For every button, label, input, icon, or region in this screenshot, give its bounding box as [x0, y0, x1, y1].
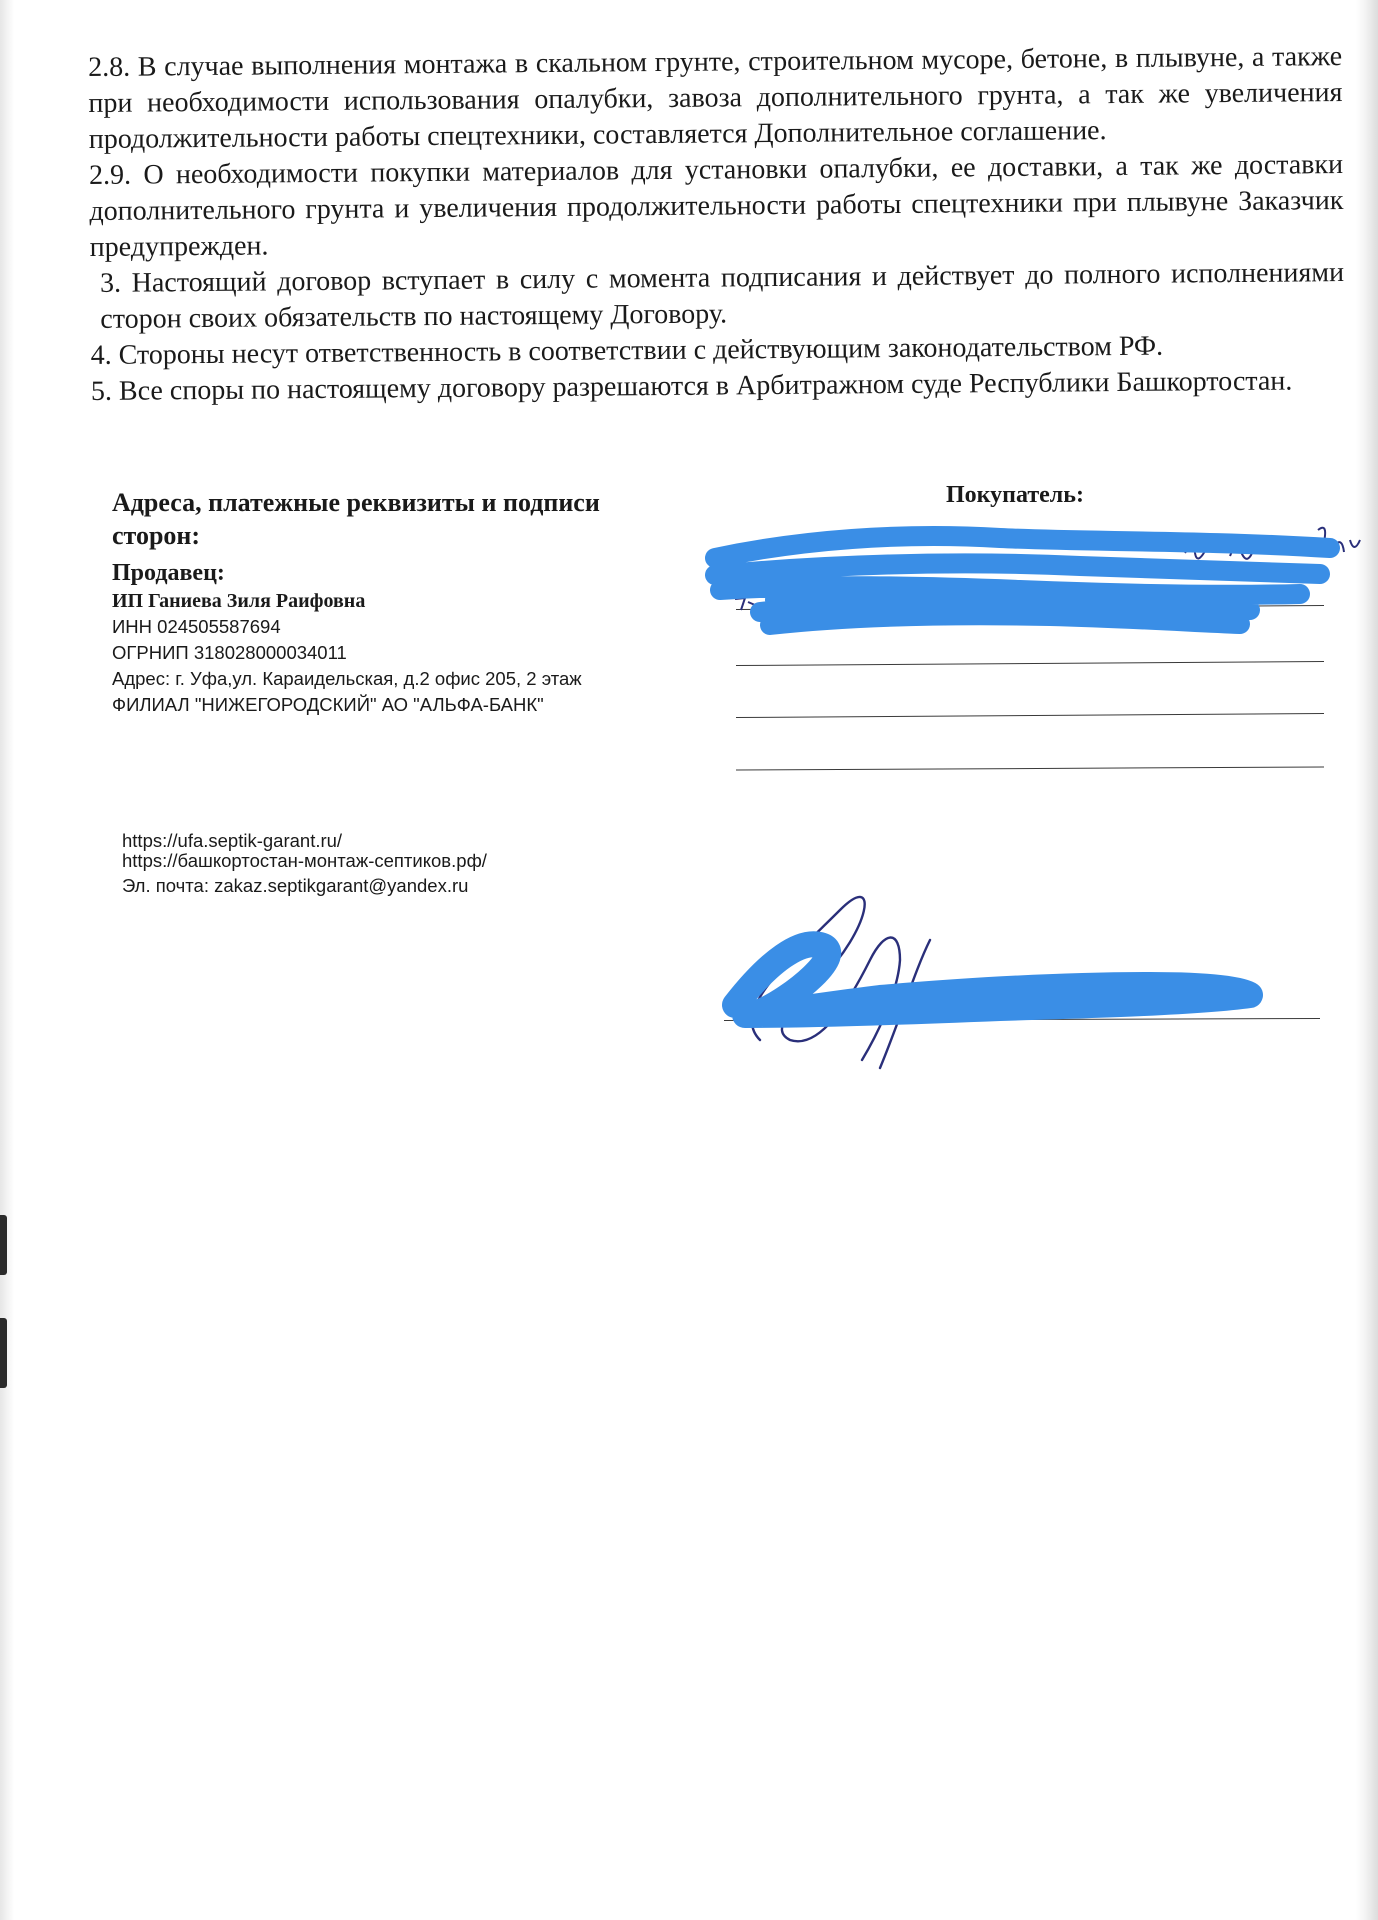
- paragraph-2-8: 2.8. В случае выполнения монтажа в скальном грунте, строительном мусоре, бетоне, в плывуне, а также при необходимости использования опалубки, завоза дополнительного грунта, а так же увеличения продолжительности работы спецтехники, составляется Дополнительное соглашение.: [88, 41, 1343, 155]
- email-line[interactable]: Эл. почта: zakaz.septikgarant@yandex.ru: [122, 875, 469, 896]
- buyer-title: Покупатель:: [946, 482, 1084, 508]
- paragraph-5: 5. Все споры по настоящему договору разрешаются в Арбитражном суде Республики Башкортостан.: [90, 365, 1293, 407]
- redaction-mark-signature: [735, 944, 1250, 1015]
- contract-body: [88, 39, 1345, 410]
- handwriting-fragment: [1185, 528, 1360, 559]
- seller-address: Адрес: г. Уфа,ул. Караидельская, д.2 офис 205, 2 этаж: [112, 668, 582, 689]
- seller-signature: [752, 897, 1030, 1068]
- seller-contacts: [122, 830, 682, 898]
- buyer-line-4: [736, 766, 1324, 770]
- paragraph-2-9: 2.9. О необходимости покупки материалов для установки опалубки, ее доставки, а так же доставки дополнительного грунта и увеличения продолжительности работы спецтехники при плывуне Заказчик предупрежден.: [88, 149, 1344, 263]
- redaction-mark-buyer: [715, 536, 1330, 625]
- signature-line: [724, 1018, 1320, 1021]
- website-link-2[interactable]: https://башкортостан-монтаж-септиков.рф/: [122, 850, 487, 871]
- seller-inn: ИНН 024505587694: [112, 616, 281, 637]
- scan-left-edge: [0, 0, 14, 1920]
- seller-ogrnip: ОГРНИП 318028000034011: [112, 642, 347, 663]
- paragraph-3: 3. Настоящий договор вступает в силу с момента подписания и действует до полного исполнениями сторон своих обязательств по настоящему Договору.: [99, 257, 1345, 335]
- scan-right-edge: [1356, 0, 1378, 1920]
- seller-label: Продавец:: [112, 560, 225, 586]
- scan-edge-mark: [0, 1318, 7, 1388]
- scan-edge-mark: [0, 1215, 7, 1275]
- requisites-heading: Адреса, платежные реквизиты и подписи сторон:: [112, 488, 600, 550]
- buyer-line-2: [736, 661, 1324, 666]
- seller-bank: ФИЛИАЛ "НИЖЕГОРОДСКИЙ" АО "АЛЬФА-БАНК": [112, 694, 544, 715]
- seller-details: [112, 486, 692, 718]
- paragraph-4: 4. Стороны несут ответственность в соответствии с действующим законодательством РФ.: [90, 330, 1164, 371]
- seller-name: ИП Ганиева Зиля Раифовна: [112, 590, 366, 612]
- buyer-line-1: [736, 605, 1324, 610]
- buyer-line-3: [736, 713, 1324, 718]
- website-link-1[interactable]: https://ufa.septik-garant.ru/: [122, 830, 343, 851]
